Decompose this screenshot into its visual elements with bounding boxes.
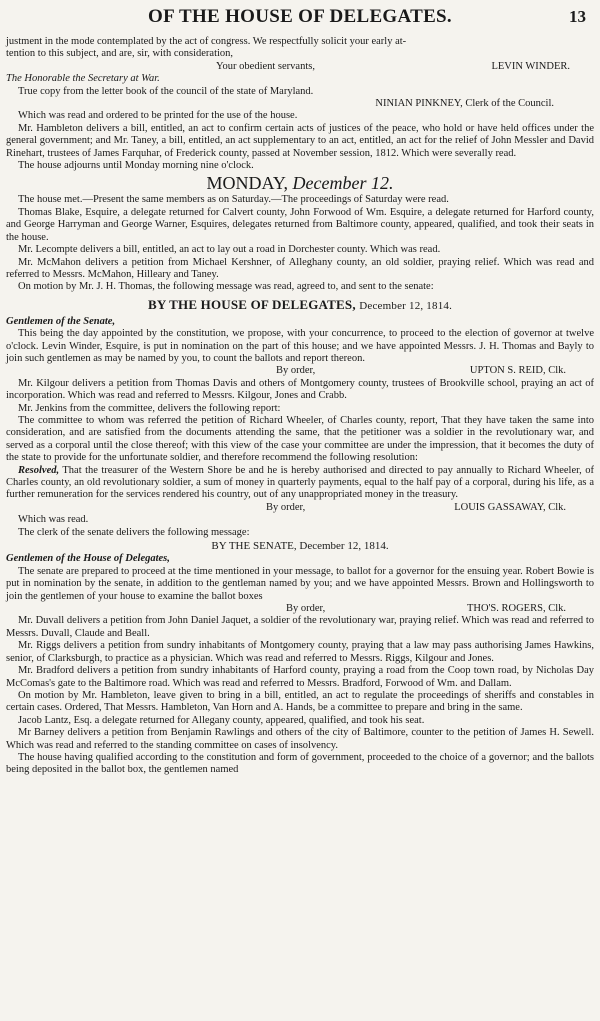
order-signature xyxy=(6,365,594,377)
paragraph: On motion by Mr. J. H. Thomas, the following message was read, agreed to, and sent to the senate: xyxy=(18,281,434,293)
paragraph: Mr. Bradford delivers a petition from sundry inhabitants of Harford county, praying a road from the Coop town road, by Nicholas Day McComas's gate to the Baltimore road. Which was read and referred to Messrs. Bradford, Forwood of Wm. and Dallam. xyxy=(6,665,594,689)
paragraph: This being the day appointed by the constitution, we propose, with your concurrence, to proceed to the election of governor at twelve o'clock. Levin Winder, Esquire, is put in nomination on the part of this house; and we have appointed Messrs. J. H. Thomas and Bayly to join such gentlemen as may be named by you, to count the ballots and report thereon. xyxy=(6,328,594,364)
heading-text: BY THE HOUSE OF DELEGATES, xyxy=(147,296,356,312)
by-order: By order, xyxy=(276,365,316,377)
paragraph: Mr. Jenkins from the committee, delivers the following report: xyxy=(18,402,281,414)
day-name: MONDAY, xyxy=(206,173,289,194)
message-heading-senate xyxy=(6,540,594,552)
by-order: By order, xyxy=(286,603,326,615)
paragraph: tention to this subject, and are, sir, with consideration, xyxy=(6,48,234,60)
paragraph: Mr. McMahon delivers a petition from Michael Kershner, of Alleghany county, an old soldier, praying relief. Which was read and referred to Messrs. McMahon, Hilleary and Taney. xyxy=(6,256,594,280)
paragraph: Jacob Lantz, Esq. a delegate returned for Allegany county, appeared, qualified, and took his seat. xyxy=(18,714,425,726)
heading-date: December 12, 1814. xyxy=(299,540,389,553)
clerk-name: THO'S. ROGERS, Clk. xyxy=(466,603,566,615)
salutation: Gentlemen of the Senate, xyxy=(6,315,116,327)
paragraph: Mr. Duvall delivers a petition from John Daniel Jaquet, a soldier of the revolutionary war, praying relief. Which was read and referred to Messrs. Duvall, Claude and Beall. xyxy=(6,615,594,639)
paragraph: Mr. Kilgour delivers a petition from Thomas Davis and others of Montgomery county, trustees of Brookville school, praying an act of incorporation. Which was read and referred to Messrs. Kilgour, Jones and Crabb. xyxy=(6,377,594,402)
paragraph: The house having qualified according to the constitution and form of government, proceeded to the choice of a governor; and the ballots being deposited in the ballot box, the gentlemen named xyxy=(6,751,594,776)
signature-line xyxy=(6,61,594,73)
paragraph: Mr Barney delivers a petition from Benjamin Rawlings and others of the city of Baltimore, counter to the petition of James H. Sewell. Which was read and referred to the standing committee on cases of insolvency. xyxy=(6,727,594,751)
signatory: LEVIN WINDER. xyxy=(491,60,570,72)
by-order: By order, xyxy=(266,501,306,513)
clerk-name: LOUIS GASSAWAY, Clk. xyxy=(454,501,566,513)
closing: Your obedient servants, xyxy=(216,60,315,72)
paragraph: Thomas Blake, Esquire, a delegate returned for Calvert county, John Forwood of Wm. Esquire, a delegate returned for Harford county, and George Harryman and George Warner, Esquires, delegates returned from Baltimore county, appeared, qualified, and took their seats in the house. xyxy=(6,206,594,243)
paragraph: Mr. Riggs delivers a petition from sundry inhabitants of Montgomery county, praying that a law may pass authorising James Hawkins, senior, of Clarksburgh, to practice as a physician. Which was read and referred to Messrs. Riggs, Kilgour and Jones. xyxy=(6,640,594,664)
paragraph: The committee to whom was referred the petition of Richard Wheeler, of Charles county, report, That they have taken the same into consideration, and are satisfied from the documents attending the same, that the petitioner was a soldier in the revolutionary war, and served as a corporal until the close thereof; with this view of the case your committee are under the impression, that it becomes the duty of the state to provide for the unfortunate soldier, and therefore recommend the following resolution: xyxy=(6,414,594,464)
paragraph: Mr. Lecompte delivers a bill, entitled, an act to lay out a road in Dorchester county. Which was read. xyxy=(18,244,441,256)
order-signature xyxy=(6,502,594,514)
resolution-lead: Resolved, xyxy=(18,464,60,476)
day-date: December 12. xyxy=(292,173,394,194)
heading-text: BY THE SENATE, xyxy=(211,540,297,553)
page-number: 13 xyxy=(569,7,586,26)
paragraph: The house adjourns until Monday morning nine o'clock. xyxy=(18,160,254,172)
page-body xyxy=(6,36,594,777)
day-heading xyxy=(6,173,594,193)
message-heading-house xyxy=(6,297,594,314)
paragraph: justment in the mode contemplated by the act of congress. We respectfully solicit your early at- xyxy=(6,36,407,47)
addressee: The Honorable the Secretary at War. xyxy=(6,73,160,85)
paragraph: The senate are prepared to proceed at the time mentioned in your message, to ballot for a governor for the ensuing year. Robert Bowie is put in nomination by the senate, in addition to the gentleman named by you; and we have appointed Messrs. Brown and Hollingsworth to join the gentlemen of your house to examine the ballot boxes xyxy=(6,565,594,602)
paragraph: Which was read and ordered to be printed for the use of the house. xyxy=(18,110,298,122)
paragraph: On motion by Mr. Hambleton, leave given to bring in a bill, entitled, an act to regulate the proceedings of sheriffs and constables in certain cases. Ordered, That Messrs. Hambleton, Van Horn and A. Hands, be a committee to prepare and bring in the same. xyxy=(6,689,594,714)
running-head xyxy=(0,6,600,32)
paragraph: True copy from the letter book of the council of the state of Maryland. xyxy=(18,85,314,97)
salutation: Gentlemen of the House of Delegates, xyxy=(6,553,170,565)
paragraph: The clerk of the senate delivers the following message: xyxy=(18,526,250,538)
resolution-text: That the treasurer of the Western Shore be and he is hereby authorised and directed to pay annually to Richard Wheeler, of Charles county, an old revolutionary soldier, a sum of money in quarterly payments, equal to the half pay of a corporal, during his life, as a further remuneration for the services rendered his country, out of any unappropriated money in the treasury. xyxy=(6,464,594,501)
order-signature xyxy=(6,603,594,615)
paragraph: Mr. Hambleton delivers a bill, entitled, an act to confirm certain acts of justices of the peace, who hold or have held offices under the general government; and Mr. Taney, a bill, entitled, an act supplementary to an act, entitled, an act for the relief of John Messler and David Rinehart, trustees of James Farquhar, of Frederick county, passed at November session, 1812. Which were severally read. xyxy=(6,122,594,159)
clerk-signature: NINIAN PINKNEY, Clerk of the Council. xyxy=(375,98,554,110)
resolution xyxy=(6,465,594,502)
clerk-name: UPTON S. REID, Clk. xyxy=(469,365,566,377)
paragraph: Which was read. xyxy=(18,514,89,526)
paragraph: The house met.—Present the same members as on Saturday.—The proceedings of Saturday were read. xyxy=(18,194,449,206)
page-title: OF THE HOUSE OF DELEGATES. xyxy=(148,6,452,27)
heading-date: December 12, 1814. xyxy=(359,299,453,312)
